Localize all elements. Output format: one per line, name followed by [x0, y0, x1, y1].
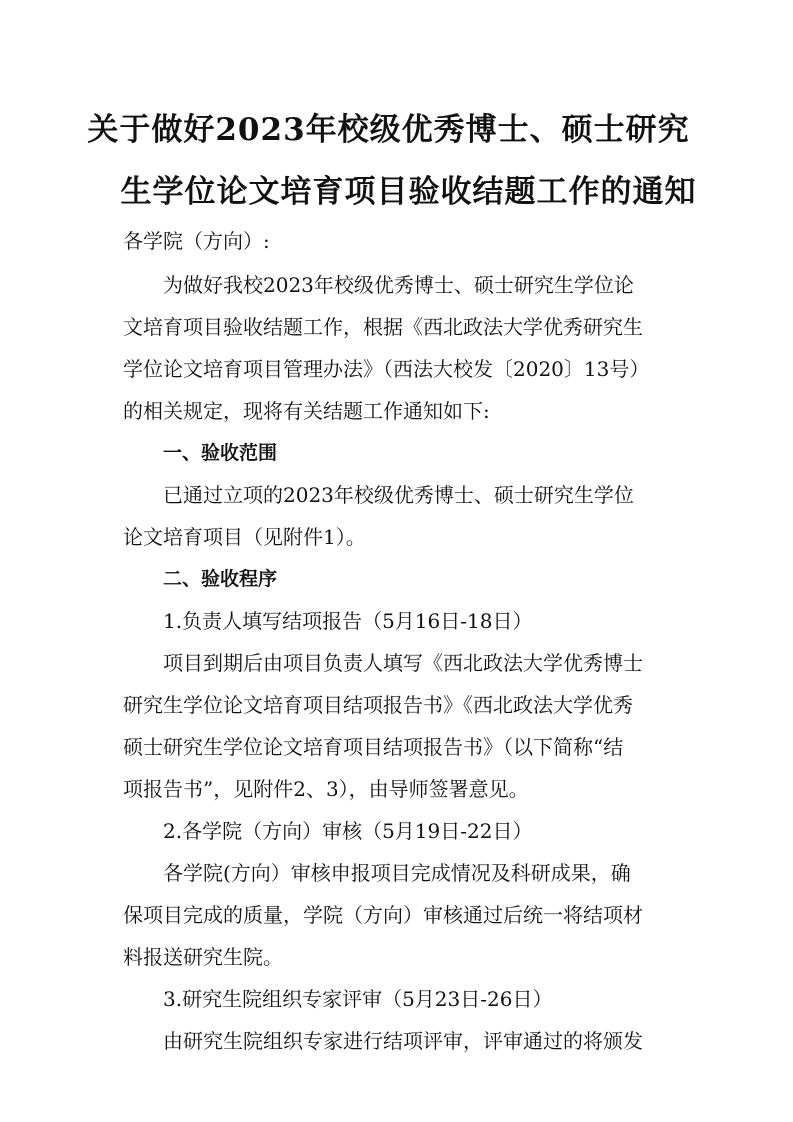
- step-3-body-line: 由研究生院组织专家进行结项评审，评审通过的将颁发: [163, 1029, 643, 1053]
- intro-line: 的相关规定，现将有关结题工作通知如下:: [123, 399, 490, 423]
- section-1-body-line: 论文培育项目（见附件1）。: [123, 525, 366, 549]
- step-2-body-line: 各学院(方向）审核申报项目完成情况及科研成果，确: [163, 861, 631, 885]
- step-1-body-line: 硕士研究生学位论文培育项目结项报告书》（以下简称“结: [123, 735, 624, 759]
- intro-line: 学位论文培育项目管理办法》（西法大校发〔2020〕13号）: [123, 357, 650, 381]
- document-title-line-1: 关于做好2023年校级优秀博士、硕士研究: [87, 112, 690, 148]
- section-1-body-line: 已通过立项的2023年校级优秀博士、硕士研究生学位: [163, 483, 634, 507]
- step-2-body-line: 料报送研究生院。: [123, 945, 283, 969]
- intro-line: 文培育项目验收结题工作，根据《西北政法大学优秀研究生: [123, 315, 643, 339]
- document-title-line-2: 生学位论文培育项目验收结题工作的通知: [120, 174, 697, 210]
- section-2-heading: 二、验收程序: [163, 568, 278, 590]
- step-1-heading: 1.负责人填写结项报告（5月16日-18日）: [163, 609, 533, 633]
- salutation: 各学院（方向）:: [123, 229, 270, 253]
- step-3-heading: 3.研究生院组织专家评审（5月23日-26日）: [163, 987, 553, 1011]
- step-1-body-line: 研究生学位论文培育项目结项报告书》《西北政法大学优秀: [123, 693, 633, 717]
- step-1-body-line: 项报告书”，见附件2、3），由导师签署意见。: [123, 777, 529, 801]
- step-2-body-line: 保项目完成的质量，学院（方向）审核通过后统一将结项材: [123, 903, 643, 927]
- step-2-heading: 2.各学院（方向）审核（5月19日-22日）: [163, 819, 533, 843]
- intro-line: 为做好我校2023年校级优秀博士、硕士研究生学位论: [163, 273, 634, 297]
- step-1-body-line: 项目到期后由项目负责人填写《西北政法大学优秀博士: [163, 651, 643, 675]
- section-1-heading: 一、验收范围: [163, 442, 278, 464]
